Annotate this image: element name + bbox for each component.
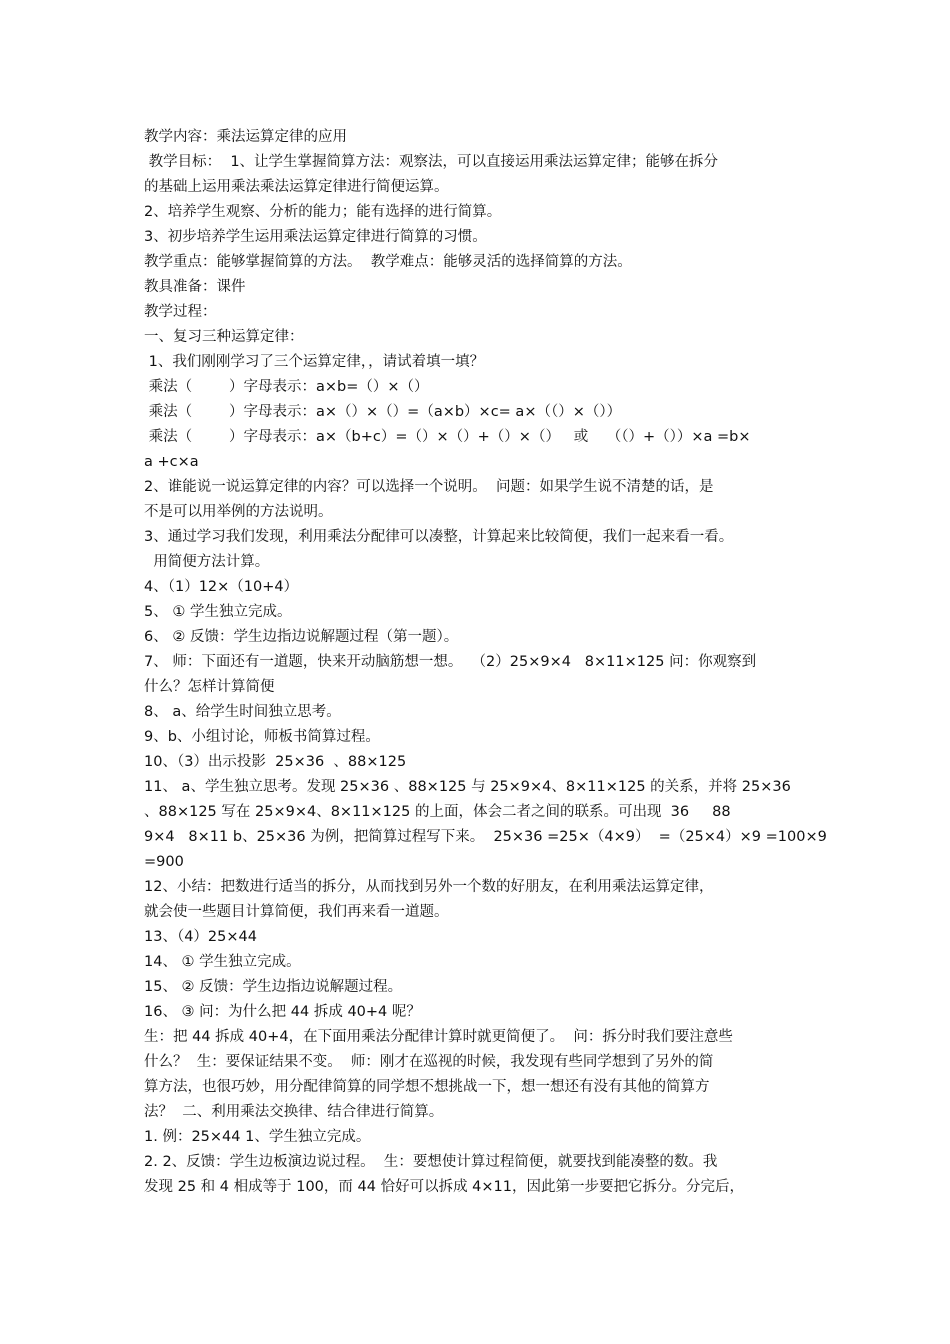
text-line: 11、 a、学生独立思考。发现 25×36 、88×125 与 25×9×4、8×11×125 的关系，并将 25×36	[144, 779, 791, 795]
text-line: 14、 ① 学生独立完成。	[144, 954, 301, 970]
text-line: 12、小结：把数进行适当的拆分，从而找到另外一个数的好朋友，在利用乘法运算定律，	[144, 879, 714, 895]
text-line: 3、通过学习我们发现，利用乘法分配律可以凑整，计算起来比较简便，我们一起来看一看。	[144, 529, 734, 545]
text-line: 乘法（ ）字母表示：a×（b+c）=（）×（）+（）×（） 或 （（）+（））×a =b×	[144, 429, 751, 445]
text-line: 7、 师：下面还有一道题，快来开动脑筋想一想。 （2）25×9×4 8×11×125 问：你观察到	[144, 654, 757, 670]
text-line: 乘法（ ）字母表示：a×b=（）×（）	[144, 379, 429, 395]
text-line: 法？ 二、利用乘法交换律、结合律进行简算。	[144, 1104, 444, 1120]
text-line: 就会使一些题目计算简便，我们再来看一道题。	[144, 904, 449, 920]
text-line: 15、 ② 反馈：学生边指边说解题过程。	[144, 979, 403, 995]
text-line: 16、 ③ 问：为什么把 44 拆成 40+4 呢？	[144, 1004, 421, 1020]
text-line: 8、 a、给学生时间独立思考。	[144, 704, 341, 720]
text-line: 3、初步培养学生运用乘法运算定律进行简算的习惯。	[144, 229, 487, 245]
text-line: 教学过程：	[144, 304, 217, 320]
text-line: 2、谁能说一说运算定律的内容？可以选择一个说明。 问题：如果学生说不清楚的话，是	[144, 479, 714, 495]
text-line: 6、 ② 反馈：学生边指边说解题过程（第一题）。	[144, 629, 459, 645]
text-line: 9、b、小组讨论，师板书简算过程。	[144, 729, 380, 745]
text-line: 生：把 44 拆成 40+4，在下面用乘法分配律计算时就更简便了。 问：拆分时我们要注意些	[144, 1029, 733, 1045]
text-line: 什么？ 生：要保证结果不变。 师：刚才在巡视的时候，我发现有些同学想到了另外的简	[144, 1054, 714, 1070]
text-line: 4、（1）12×（10+4）	[144, 579, 299, 595]
text-line: 5、 ① 学生独立完成。	[144, 604, 292, 620]
text-line: 一、复习三种运算定律：	[144, 329, 304, 345]
text-line: 2. 2、反馈：学生边板演边说过程。 生：要想使计算过程简便，就要找到能凑整的数。我	[144, 1154, 718, 1170]
text-line: 教学内容：乘法运算定律的应用	[144, 129, 347, 145]
text-line: 教学目标： 1、让学生掌握简算方法：观察法，可以直接运用乘法运算定律；能够在拆分	[144, 154, 719, 170]
text-line: 10、（3）出示投影 25×36 、88×125	[144, 754, 407, 770]
text-line: 9×4 8×11 b、25×36 为例，把简算过程写下来。 25×36 =25×（4×9） =（25×4）×9 =100×9	[144, 829, 827, 845]
text-line: =900	[144, 854, 184, 870]
text-line: 发现 25 和 4 相成等于 100，而 44 恰好可以拆成 4×11，因此第一步要把它拆分。分完后，	[144, 1179, 744, 1195]
text-line: 不是可以用举例的方法说明。	[144, 504, 333, 520]
text-line: 乘法（ ）字母表示：a×（）×（）=（a×b）×c= a×（（）×（））	[144, 404, 622, 420]
text-line: a +c×a	[144, 454, 199, 470]
text-line: 什么？怎样计算简便	[144, 679, 275, 695]
text-line: 1. 例：25×44 1、学生独立完成。	[144, 1129, 371, 1145]
text-line: 教学重点：能够掌握简算的方法。 教学难点：能够灵活的选择简算的方法。	[144, 254, 632, 270]
text-line: 教具准备：课件	[144, 279, 246, 295]
text-line: 的基础上运用乘法乘法运算定律进行简便运算。	[144, 179, 449, 195]
text-line: 、88×125 写在 25×9×4、8×11×125 的上面，体会二者之间的联系。可出现 36 88	[144, 804, 731, 820]
text-line: 2、培养学生观察、分析的能力；能有选择的进行简算。	[144, 204, 502, 220]
document-body	[144, 125, 827, 1200]
text-line: 1、我们刚刚学习了三个运算定律，，请试着填一填？	[144, 354, 485, 370]
text-line: 13、（4）25×44	[144, 929, 257, 945]
text-line: 用简便方法计算。	[144, 554, 270, 570]
text-line: 算方法，也很巧妙，用分配律简算的同学想不想挑战一下，想一想还有没有其他的简算方	[144, 1079, 710, 1095]
